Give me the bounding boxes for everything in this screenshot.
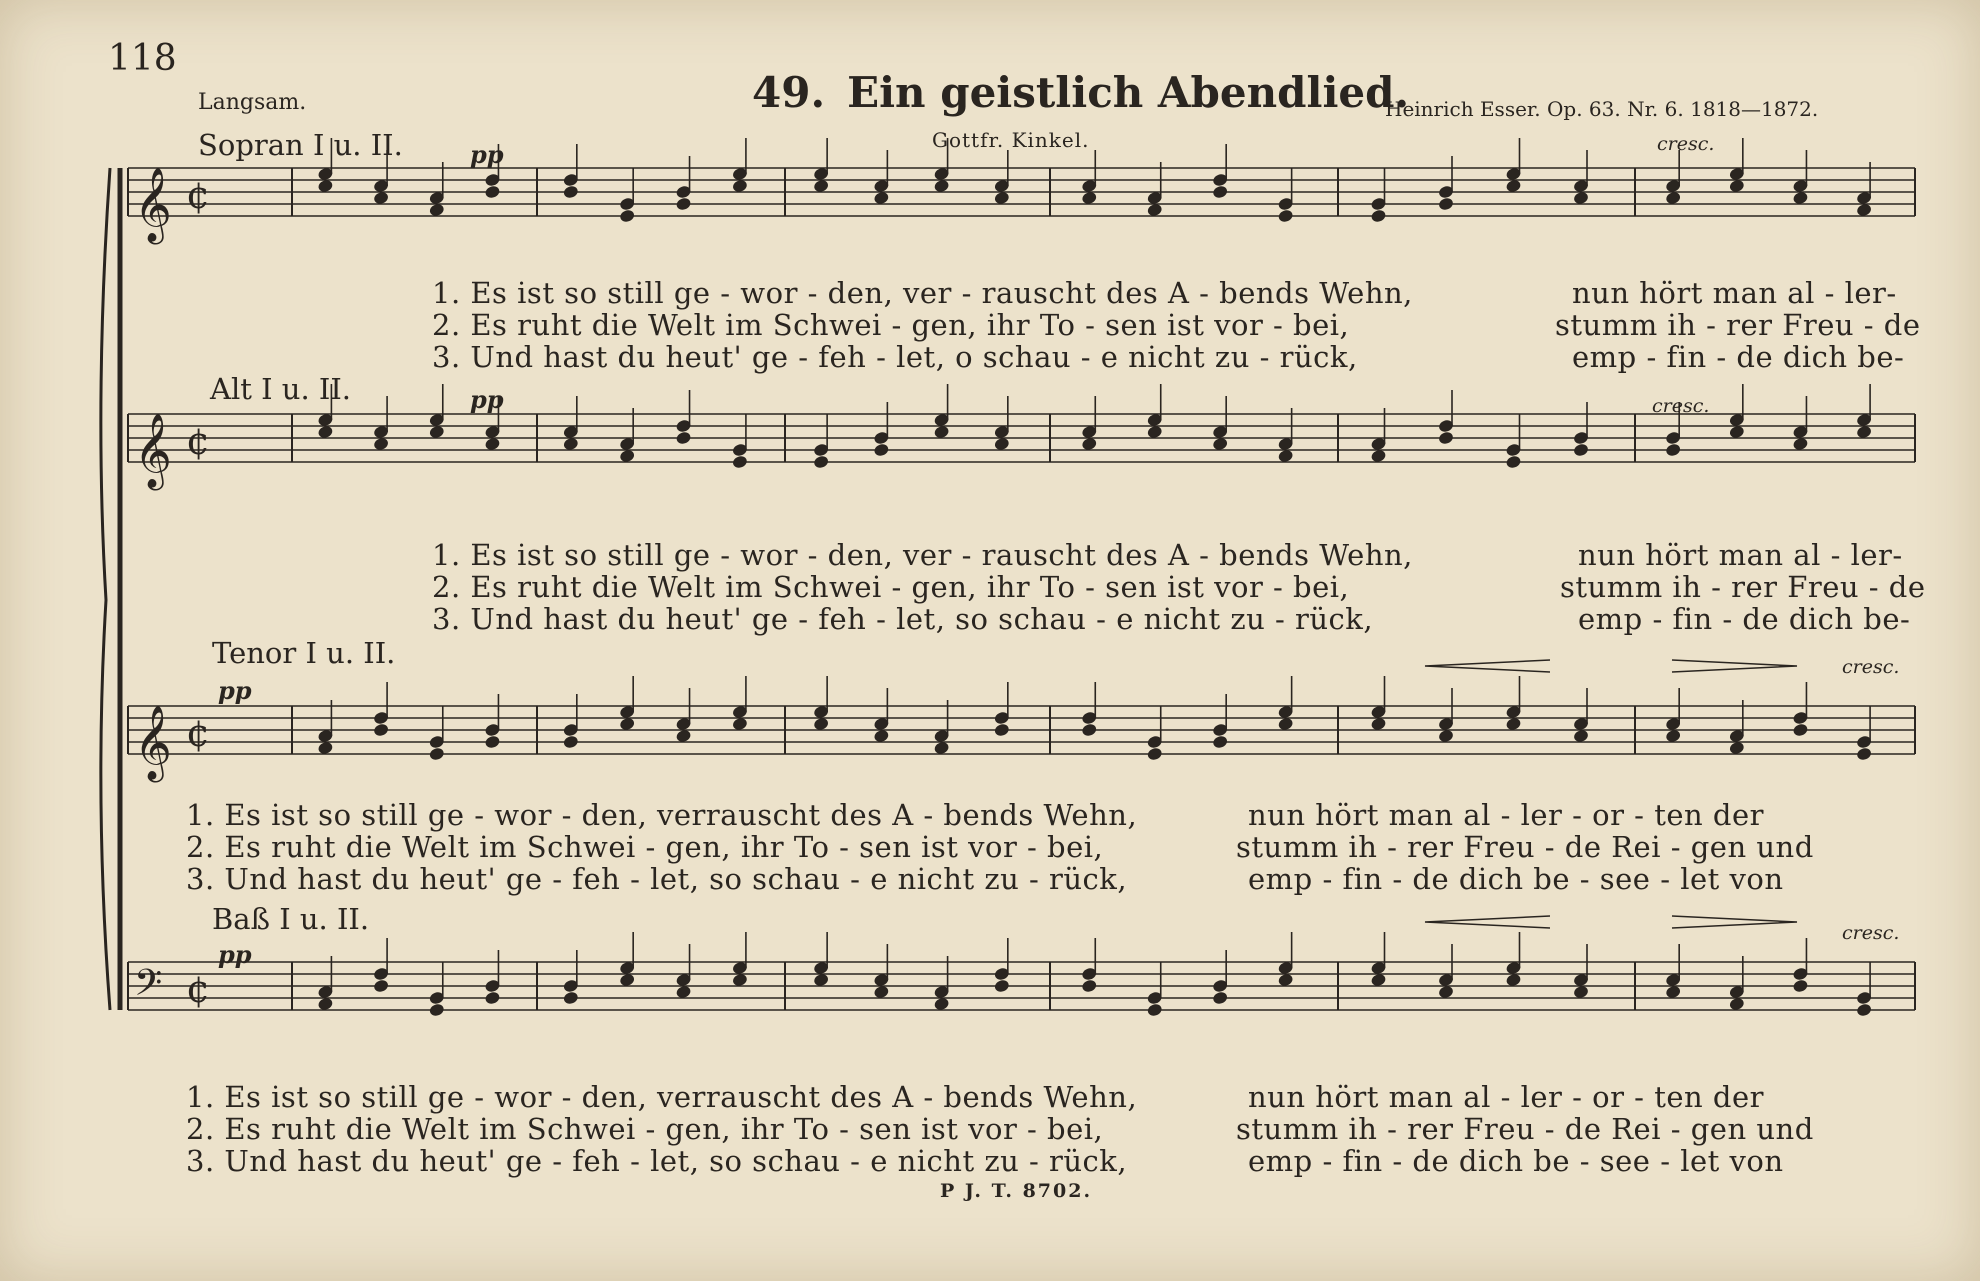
- voice-label-sopran: Sopran I u. II.: [198, 128, 403, 162]
- note-head-alt: [1438, 430, 1455, 445]
- lyrics-alt-v3-b: emp - fin - de dich be-: [1578, 602, 1911, 636]
- note-head-sopran: [675, 196, 692, 211]
- note-head-tenor: [1081, 722, 1098, 737]
- note-head-bass: [1792, 978, 1809, 993]
- lyrics-tenor-v3-b: emp - fin - de dich be - see - let von: [1248, 862, 1784, 896]
- lyrics-bass-v1-a: 1. Es ist so still ge - wor - den, verrauscht des A - bends Wehn,: [186, 1080, 1138, 1114]
- note-head-sopran: [562, 184, 579, 199]
- note-head-bass: [428, 1002, 445, 1017]
- tempo-marking: Langsam.: [198, 90, 307, 115]
- text-author: Gottfr. Kinkel.: [932, 128, 1090, 152]
- note-head-alt: [813, 454, 830, 469]
- cut-time-icon: ¢: [186, 173, 211, 217]
- note-head-tenor: [373, 722, 390, 737]
- lyrics-tenor-v1-a: 1. Es ist so still ge - wor - den, verrauscht des A - bends Wehn,: [186, 798, 1138, 832]
- note-head-tenor: [562, 734, 579, 749]
- lyrics-alt-v2-b: stumm ih - rer Freu - de: [1560, 570, 1926, 604]
- lyrics-alt-v1-a: 1. Es ist so still ge - wor - den, ver - rauscht des A - bends Wehn,: [432, 538, 1413, 572]
- note-head-sopran: [484, 184, 501, 199]
- treble-clef-icon: 𝄞: [134, 414, 172, 488]
- lyrics-sopran-v1-a: 1. Es ist so still ge - wor - den, ver - rauscht des A - bends Wehn,: [432, 276, 1413, 310]
- cut-time-icon: ¢: [186, 711, 211, 755]
- dynamic-tenor: pp: [218, 676, 252, 705]
- lyrics-bass-v3-a: 3. Und hast du heut' ge - feh - let, so schau - e nicht zu - rück,: [186, 1144, 1128, 1178]
- lyrics-sopran-v1-b: nun hört man al - ler-: [1572, 276, 1897, 310]
- lyrics-sopran-v3-b: emp - fin - de dich be-: [1572, 340, 1905, 374]
- note-head-sopran: [1277, 208, 1294, 223]
- crescendo-hairpin-bass: [1425, 916, 1550, 928]
- lyrics-tenor-v3-a: 3. Und hast du heut' ge - feh - let, so schau - e nicht zu - rück,: [186, 862, 1128, 896]
- lyrics-bass-v2-b: stumm ih - rer Freu - de Rei - gen und: [1236, 1112, 1814, 1146]
- dynamic-bass: pp: [218, 940, 252, 969]
- note-head-sopran: [619, 208, 636, 223]
- note-head-tenor: [484, 734, 501, 749]
- note-head-alt: [1665, 442, 1682, 457]
- cut-time-icon: ¢: [186, 419, 211, 463]
- decrescendo-hairpin-tenor: [1672, 660, 1797, 672]
- bass-clef-icon: 𝄢: [134, 962, 163, 1013]
- lyrics-sopran-v3-a: 3. Und hast du heut' ge - feh - let, o schau - e nicht zu - rück,: [432, 340, 1358, 374]
- treble-clef-icon: 𝄞: [134, 706, 172, 780]
- song-title: Ein geistlich Abendlied.: [847, 68, 1410, 117]
- lyrics-bass-v3-b: emp - fin - de dich be - see - let von: [1248, 1144, 1784, 1178]
- song-number: 49.: [752, 68, 826, 117]
- page-number: 118: [108, 38, 177, 79]
- note-head-sopran: [1212, 184, 1229, 199]
- plate-number: P J. T. 8702.: [940, 1180, 1093, 1202]
- lyrics-tenor-v2-a: 2. Es ruht die Welt im Schwei - gen, ihr To - sen ist vor - bei,: [186, 830, 1104, 864]
- note-head-tenor: [1792, 722, 1809, 737]
- note-head-tenor: [1146, 746, 1163, 761]
- note-head-tenor: [1212, 734, 1229, 749]
- note-head-bass: [562, 990, 579, 1005]
- lyrics-alt-v3-a: 3. Und hast du heut' ge - feh - let, so schau - e nicht zu - rück,: [432, 602, 1374, 636]
- note-head-bass: [1856, 1002, 1873, 1017]
- note-head-bass: [373, 978, 390, 993]
- lyrics-sopran-v2-a: 2. Es ruht die Welt im Schwei - gen, ihr To - sen ist vor - bei,: [432, 308, 1350, 342]
- dynamic-sopran: pp: [470, 140, 504, 169]
- note-head-sopran: [1370, 208, 1387, 223]
- note-head-tenor: [428, 746, 445, 761]
- note-head-bass: [993, 978, 1010, 993]
- note-head-alt: [1505, 454, 1522, 469]
- cresc-tenor: cresc.: [1842, 656, 1900, 678]
- note-head-alt: [873, 442, 890, 457]
- voice-label-tenor: Tenor I u. II.: [212, 636, 396, 670]
- lyrics-tenor-v2-b: stumm ih - rer Freu - de Rei - gen und: [1236, 830, 1814, 864]
- note-head-sopran: [1438, 196, 1455, 211]
- note-head-bass: [1081, 978, 1098, 993]
- lyrics-bass-v1-b: nun hört man al - ler - or - ten der: [1248, 1080, 1764, 1114]
- lyrics-sopran-v2-b: stumm ih - rer Freu - de: [1555, 308, 1921, 342]
- note-head-tenor: [993, 722, 1010, 737]
- decrescendo-hairpin-bass: [1672, 916, 1797, 928]
- cresc-sopran: cresc.: [1657, 133, 1715, 155]
- voice-label-bass: Baß I u. II.: [212, 902, 370, 936]
- note-head-alt: [675, 430, 692, 445]
- note-head-tenor: [1856, 746, 1873, 761]
- note-head-bass: [1146, 1002, 1163, 1017]
- treble-clef-icon: 𝄞: [134, 168, 172, 242]
- note-head-alt: [731, 454, 748, 469]
- cresc-bass: cresc.: [1842, 922, 1900, 944]
- note-head-bass: [1212, 990, 1229, 1005]
- crescendo-hairpin-tenor: [1425, 660, 1550, 672]
- voice-label-alt: Alt I u. II.: [210, 372, 352, 406]
- composer-info: Heinrich Esser. Op. 63. Nr. 6. 1818—1872.: [1385, 97, 1819, 121]
- note-head-bass: [484, 990, 501, 1005]
- system-brace: [101, 168, 110, 1010]
- lyrics-alt-v2-a: 2. Es ruht die Welt im Schwei - gen, ihr To - sen ist vor - bei,: [432, 570, 1350, 604]
- lyrics-alt-v1-b: nun hört man al - ler-: [1578, 538, 1903, 572]
- cresc-alt: cresc.: [1652, 395, 1710, 417]
- cut-time-icon: ¢: [186, 967, 211, 1011]
- lyrics-tenor-v1-b: nun hört man al - ler - or - ten der: [1248, 798, 1764, 832]
- lyrics-bass-v2-a: 2. Es ruht die Welt im Schwei - gen, ihr To - sen ist vor - bei,: [186, 1112, 1104, 1146]
- dynamic-alt: pp: [470, 385, 504, 414]
- note-head-alt: [1573, 442, 1590, 457]
